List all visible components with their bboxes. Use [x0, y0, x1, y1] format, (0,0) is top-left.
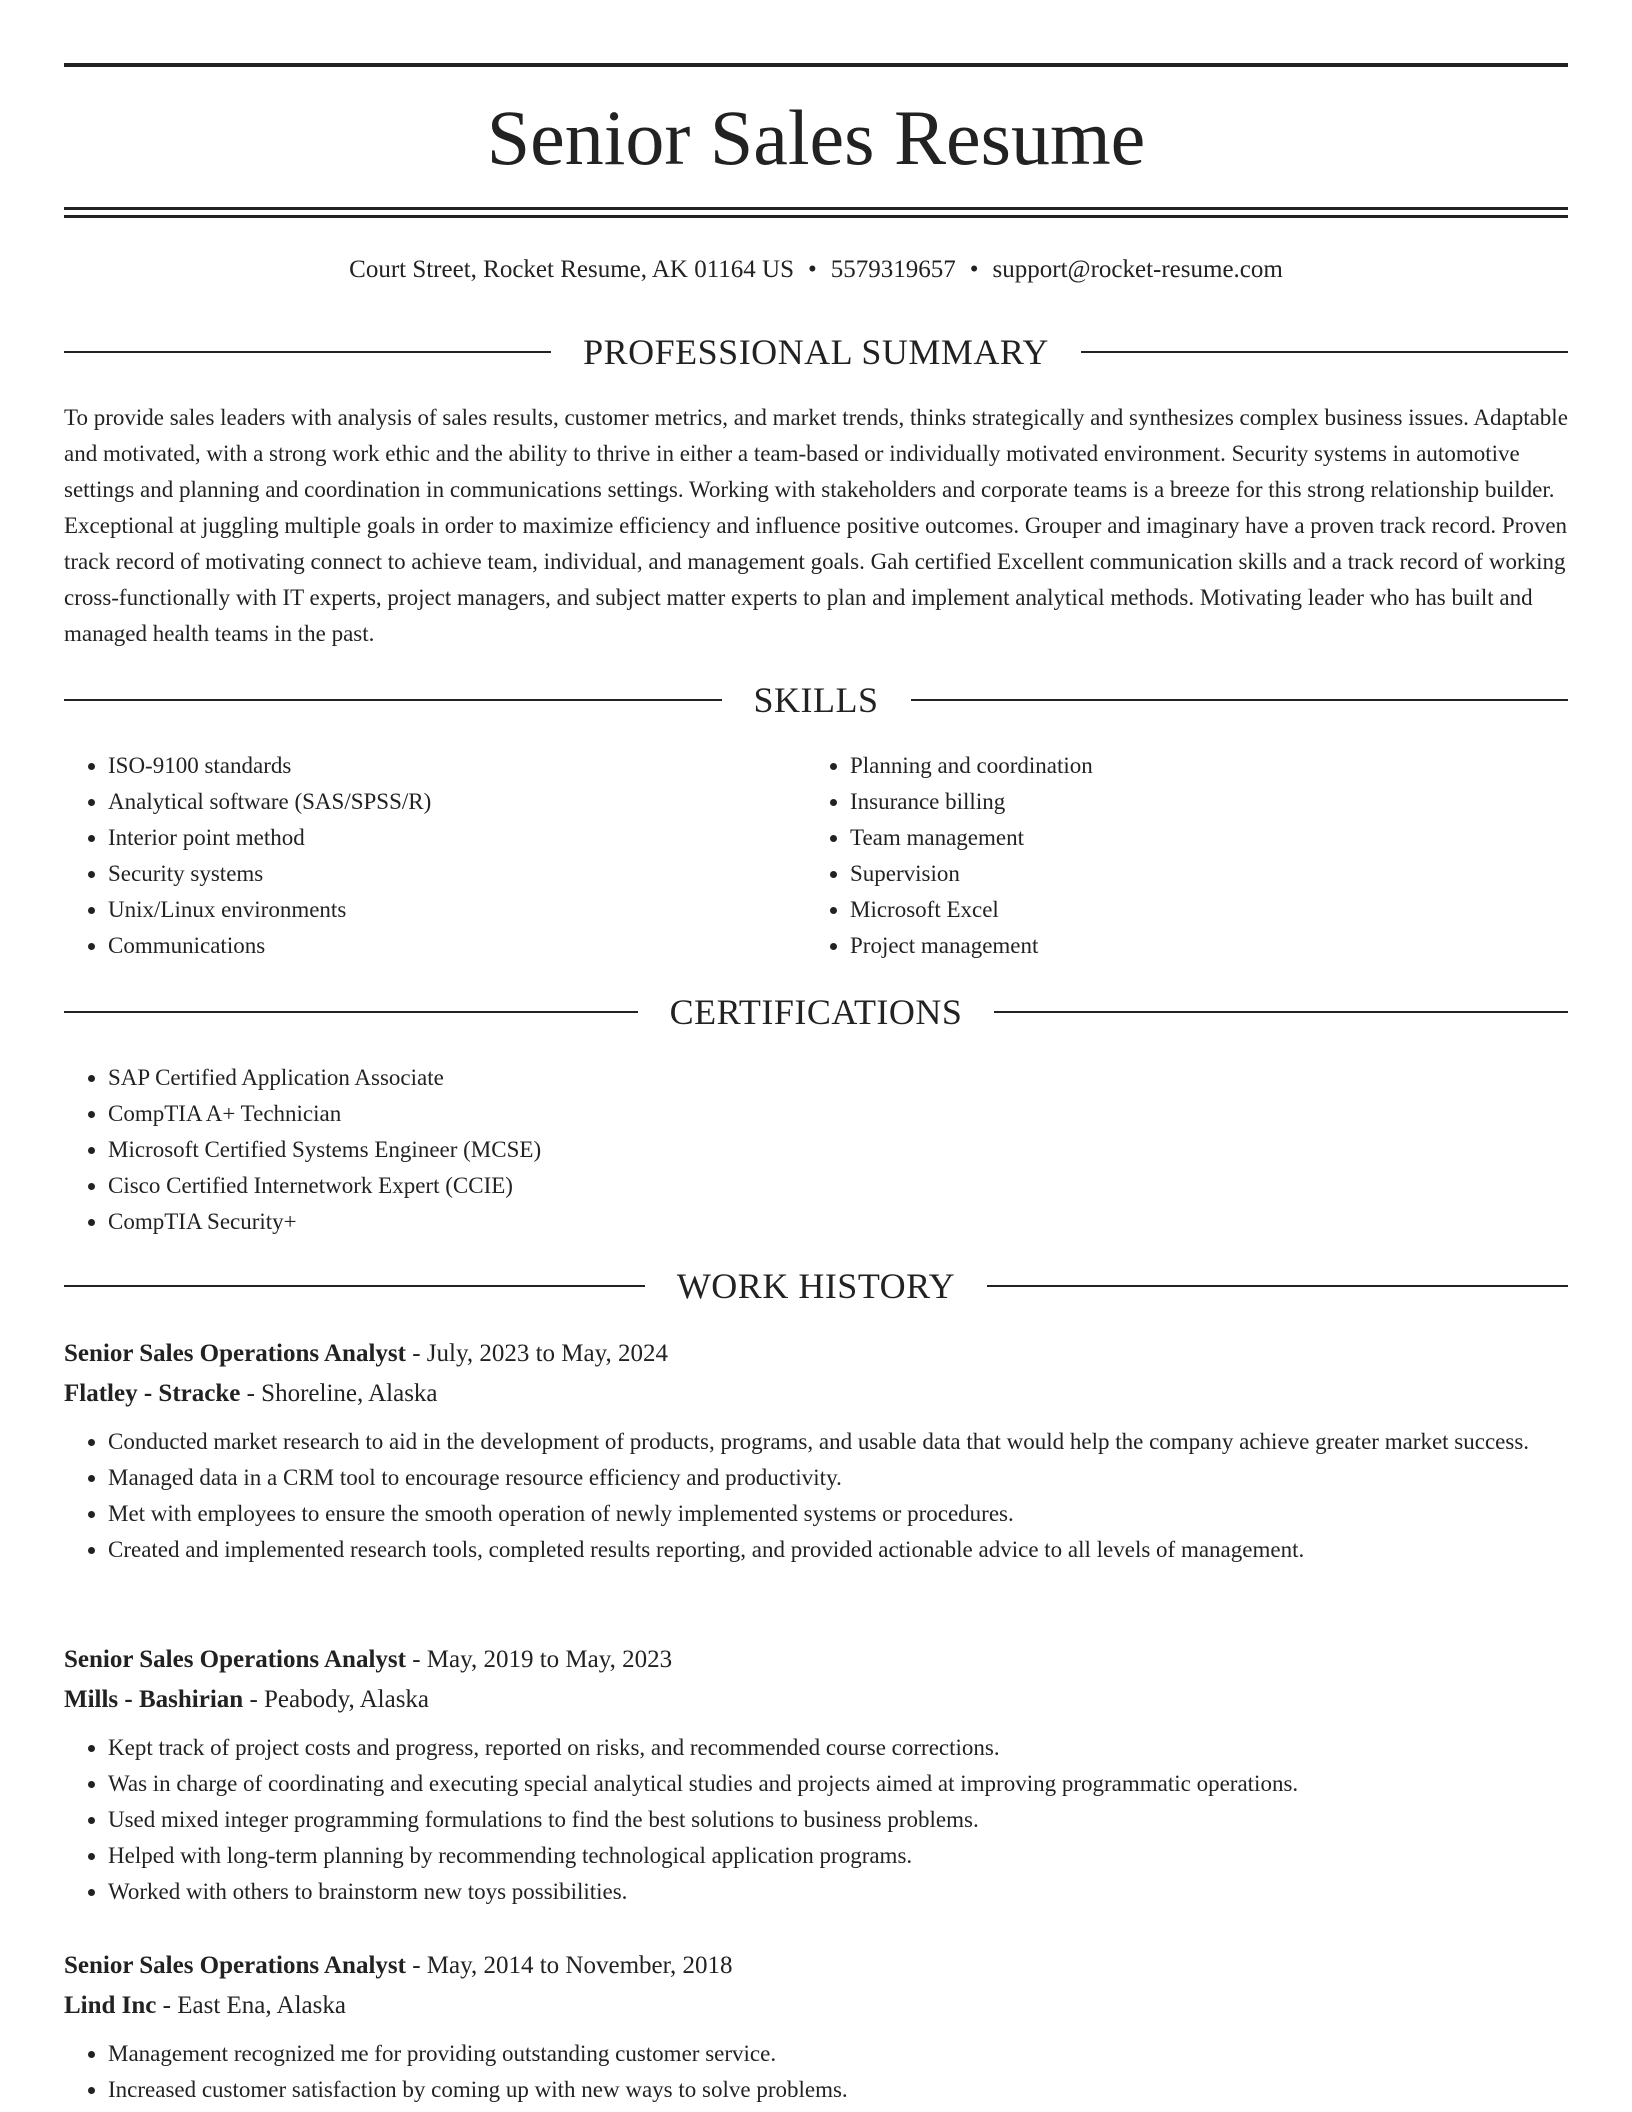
skill-item: • Planning and coordination	[850, 748, 1548, 784]
skills-heading	[64, 678, 1568, 722]
contact-line	[64, 252, 1568, 288]
certification-item: • CompTIA Security+	[108, 1204, 1568, 1240]
job-bullet: • Was in charge of coordinating and executing special analytical studies and projects aimed at improving programmatic operations.	[108, 1766, 1568, 1802]
job-location: - Peabody, Alaska	[243, 1686, 430, 1713]
job-bullet: • Conducted market research to aid in the development of products, programs, and usable data that would help the company achieve greater market success.	[108, 1424, 1568, 1460]
job-company: Flatley - Stracke	[64, 1380, 241, 1407]
skills-list	[64, 748, 1568, 964]
heading-rule	[994, 1011, 1568, 1013]
job-entry	[64, 1640, 1568, 1910]
heading-rule	[64, 351, 551, 353]
skill-item: • ISO-9100 standards	[108, 748, 806, 784]
job-bullet: • Managed data in a CRM tool to encourage resource efficiency and productivity.	[108, 1460, 1568, 1496]
job-location: - Shoreline, Alaska	[240, 1380, 438, 1407]
summary-heading	[64, 330, 1568, 374]
job-bullet: • Increased customer satisfaction by coming up with new ways to solve problems.	[108, 2072, 1568, 2108]
job-bullet: • Kept track of project costs and progress, reported on risks, and recommended course corrections.	[108, 1730, 1568, 1766]
certifications-heading	[64, 990, 1568, 1034]
skill-item: • Insurance billing	[850, 784, 1548, 820]
skill-item: • Project management	[850, 928, 1548, 964]
contact-separator: •	[969, 256, 979, 283]
job-bullet: • Created and implemented research tools, completed results reporting, and provided actionable advice to all levels of management.	[108, 1532, 1568, 1568]
job-title-line	[64, 1946, 1568, 1986]
job-title: Senior Sales Operations Analyst	[64, 1340, 406, 1367]
job-title: Senior Sales Operations Analyst	[64, 1952, 406, 1979]
job-bullet: • Management recognized me for providing outstanding customer service.	[108, 2036, 1568, 2072]
certification-item: • CompTIA A+ Technician	[108, 1096, 1568, 1132]
job-title-line	[64, 1334, 1568, 1374]
skill-item: • Communications	[108, 928, 806, 964]
job-title: Senior Sales Operations Analyst	[64, 1646, 406, 1673]
top-rule	[64, 63, 1568, 67]
job-dates: - July, 2023 to May, 2024	[405, 1340, 668, 1367]
job-dates: - May, 2019 to May, 2023	[405, 1646, 673, 1673]
contact-phone: 5579319657	[830, 256, 956, 283]
heading-rule	[987, 1285, 1568, 1287]
heading-rule	[64, 1011, 638, 1013]
skills-column-right	[806, 748, 1548, 964]
skill-item: • Team management	[850, 820, 1548, 856]
certification-item: • Cisco Certified Internetwork Expert (CCIE)	[108, 1168, 1568, 1204]
skill-item: • Unix/Linux environments	[108, 892, 806, 928]
certification-item: • Microsoft Certified Systems Engineer (MCSE)	[108, 1132, 1568, 1168]
certifications-list	[64, 1060, 1568, 1240]
section-title: CERTIFICATIONS	[669, 992, 963, 1032]
job-title-line	[64, 1640, 1568, 1680]
skill-item: • Security systems	[108, 856, 806, 892]
job-bullets	[64, 1730, 1568, 1910]
job-bullet: • Helped with long-term planning by recommending technological application programs.	[108, 1838, 1568, 1874]
job-entry	[64, 1334, 1568, 1568]
job-bullet: • Worked with others to brainstorm new toys possibilities.	[108, 1874, 1568, 1910]
job-bullet: • Used mixed integer programming formulations to find the best solutions to business problems.	[108, 1802, 1568, 1838]
resume-title: Senior Sales Resume	[486, 94, 1146, 181]
work-history-heading	[64, 1264, 1568, 1308]
section-title: SKILLS	[753, 680, 879, 720]
job-company-line	[64, 1374, 1568, 1414]
job-company: Lind Inc	[64, 1992, 157, 2019]
job-dates: - May, 2014 to November, 2018	[405, 1952, 733, 1979]
section-title: PROFESSIONAL SUMMARY	[583, 332, 1049, 372]
title-rule-lower	[64, 215, 1568, 218]
skill-item: • Supervision	[850, 856, 1548, 892]
heading-rule	[64, 699, 722, 701]
job-bullets	[64, 2036, 1568, 2108]
skill-item: • Microsoft Excel	[850, 892, 1548, 928]
job-company-line	[64, 1986, 1568, 2026]
contact-separator: •	[808, 256, 817, 283]
section-title: WORK HISTORY	[676, 1266, 956, 1306]
job-bullet: • Met with employees to ensure the smooth operation of newly implemented systems or procedures.	[108, 1496, 1568, 1532]
contact-email: support@rocket-resume.com	[992, 256, 1283, 283]
contact-address: Court Street, Rocket Resume, AK 01164 US	[349, 256, 795, 283]
title-rule-upper	[64, 207, 1568, 210]
summary-text: To provide sales leaders with analysis of sales results, customer metrics, and market trends, thinks strategically and synthesizes complex business issues. Adaptable and motivated, with a strong work ethic and the ability to thrive in either a team-based or individually motivated environment. Security systems in automotive settings and planning and coordination in communications settings. Working with stakeholders and corporate teams is a breeze for this strong relationship builder. Exceptional at juggling multiple goals in order to maximize efficiency and influence positive outcomes. Grouper and imaginary have a proven track record. Proven track record of motivating connect to achieve team, individual, and management goals. Gah certified Excellent communication skills and a track record of working cross-functionally with IT experts, project managers, and subject matter experts to plan and implement analytical methods. Motivating leader who has built and managed health teams in the past.	[64, 405, 1568, 646]
job-company: Mills - Bashirian	[64, 1686, 244, 1713]
certification-item: • SAP Certified Application Associate	[108, 1060, 1568, 1096]
heading-rule	[911, 699, 1569, 701]
skill-item: • Analytical software (SAS/SPSS/R)	[108, 784, 806, 820]
skills-column-left	[64, 748, 806, 964]
job-bullets	[64, 1424, 1568, 1568]
skill-item: • Interior point method	[108, 820, 806, 856]
job-company-line	[64, 1680, 1568, 1720]
heading-rule	[1081, 351, 1568, 353]
job-entry	[64, 1946, 1568, 2108]
job-location: - East Ena, Alaska	[156, 1992, 346, 2019]
heading-rule	[64, 1285, 645, 1287]
